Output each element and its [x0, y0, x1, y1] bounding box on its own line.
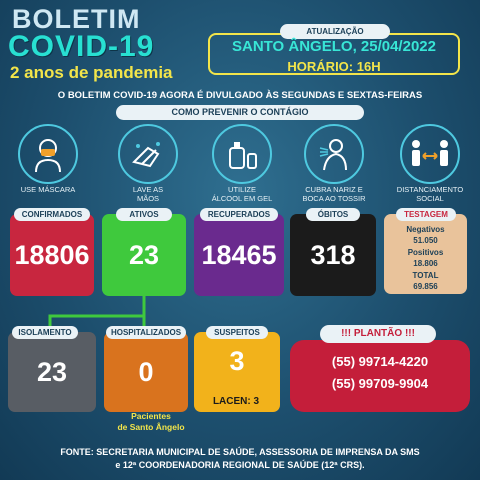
plantao-phone-1[interactable]: (55) 99714-4220 [331, 354, 429, 369]
covid-title: COVID-19 [8, 30, 155, 63]
confirmados-value: 18806 [14, 239, 90, 270]
recuperados-label: RECUPERADOS [200, 208, 278, 221]
plantao-phone-2[interactable]: (55) 99709-9904 [331, 376, 429, 391]
suspeitos-value: 3 [229, 346, 245, 376]
prevent-title: COMO PREVENIR O CONTÁGIO [116, 105, 364, 120]
total-value: 69.856 [413, 282, 438, 291]
positivos-value: 18.806 [413, 259, 438, 268]
notice-text: O BOLETIM COVID-19 AGORA É DIVULGADO ÀS SEGUNDAS E SEXTAS-FEIRAS [57, 90, 423, 101]
testagem-label: TESTAGEM [396, 208, 456, 221]
negativos-value: 51.050 [413, 236, 438, 245]
total-label: TOTAL [412, 271, 439, 280]
prevent-label-mask: USE MÁSCARA [20, 185, 76, 194]
obitos-label: ÓBITOS [306, 208, 360, 221]
positivos-label: Positivos [407, 248, 444, 257]
plantao-label: !!! PLANTÃO !!! [320, 325, 436, 343]
isolamento-label: ISOLAMENTO [12, 326, 78, 339]
confirmados-label: CONFIRMADOS [14, 208, 90, 221]
hospitalizados-label: HOSPITALIZADOS [106, 326, 186, 339]
footer-line-1: FONTE: SECRETARIA MUNICIPAL DE SAÚDE, ASSESSORIA DE IMPRENSA DA SMS [60, 447, 420, 457]
recuperados-value: 18465 [201, 239, 277, 270]
hospitalizados-card [104, 332, 188, 412]
header-title: BOLETIM [12, 4, 141, 34]
prevent-label-cough: CUBRA NARIZ E BOCA AO TOSSIR [302, 185, 366, 203]
obitos-value: 318 [310, 239, 356, 270]
isolamento-value: 23 [36, 356, 68, 387]
lacen-text: LACEN: 3 [212, 396, 260, 407]
ativos-value: 23 [128, 239, 160, 270]
footer-line-2: e 12ª COORDENADORIA REGIONAL DE SAÚDE (12ª CRS). [115, 460, 365, 470]
prevent-label-handwash: LAVE AS MÃOS [132, 185, 164, 203]
hosp-note: Pacientes de Santo Ângelo [117, 411, 185, 432]
update-time: HORÁRIO: 16H [287, 59, 381, 74]
update-date: SANTO ÂNGELO, 25/04/2022 [232, 38, 436, 55]
update-label: ATUALIZAÇÃO [280, 24, 390, 39]
hospitalizados-value: 0 [138, 356, 154, 387]
ativos-label: ATIVOS [116, 208, 172, 221]
prevent-label-distancing: DISTANCIAMENTO SOCIAL [396, 185, 464, 203]
prevent-label-gel: UTILIZE ÁLCOOL EM GEL [211, 185, 273, 203]
negativos-label: Negativos [406, 225, 445, 234]
suspeitos-label: SUSPEITOS [206, 326, 268, 339]
header-subtitle: 2 anos de pandemia [10, 63, 173, 82]
isolamento-card [8, 332, 96, 412]
